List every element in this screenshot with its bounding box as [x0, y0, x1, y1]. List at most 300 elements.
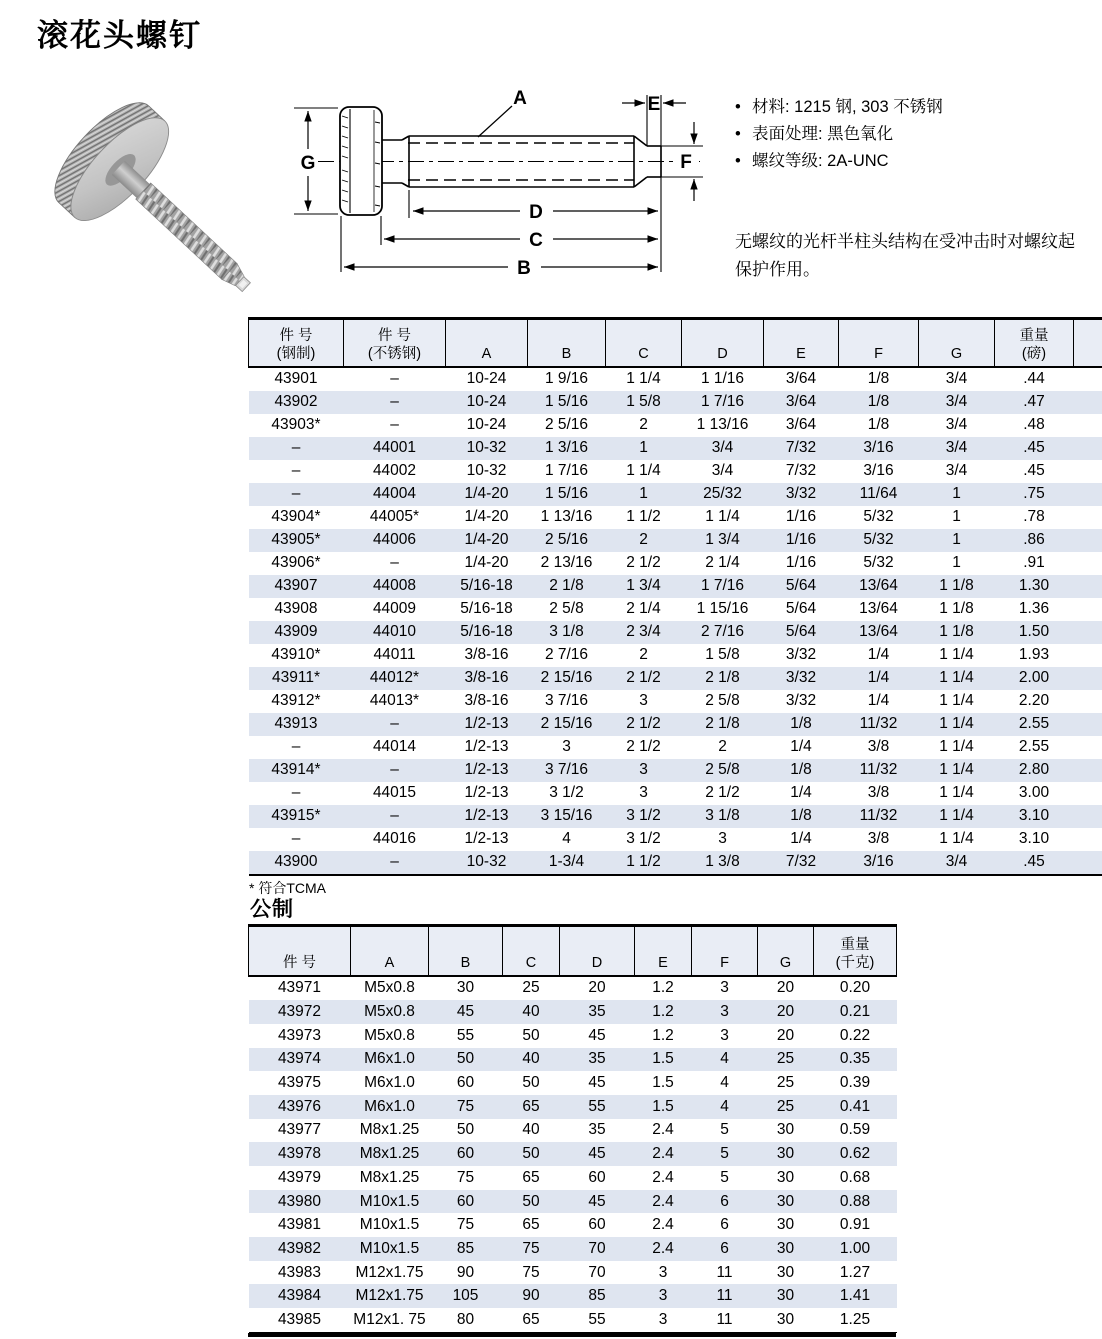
- spec-finish-text: 表面处理: 黑色氧化: [752, 125, 894, 143]
- table-cell: 3/64: [785, 416, 817, 433]
- table-cell: 1: [952, 485, 961, 502]
- table-cell: 5: [720, 1121, 729, 1139]
- table-cell: 10-32: [466, 853, 507, 870]
- table-cell: 44002: [372, 462, 417, 479]
- column-header: D: [560, 926, 635, 976]
- table-cell: 20: [776, 979, 795, 997]
- table-cell: 3/8-16: [464, 646, 509, 663]
- table-cell: 5: [720, 1145, 729, 1163]
- table-cell: 2.00: [1018, 669, 1050, 686]
- table-cell: 1: [952, 508, 961, 525]
- table-cell: 0.20: [839, 979, 871, 997]
- table-row: [249, 1142, 897, 1166]
- table-cell: 1 7/16: [544, 462, 589, 479]
- table-cell: 5/16-18: [460, 600, 513, 617]
- table-cell: 2 5/8: [705, 692, 740, 709]
- table-row: [249, 1048, 897, 1072]
- table-row: [249, 782, 1102, 805]
- table-row: [249, 828, 1102, 851]
- table-cell: 1 3/4: [705, 531, 740, 548]
- table-cell: 0.91: [839, 1216, 871, 1234]
- table-cell: 25/32: [703, 485, 742, 502]
- inch-table-header: [249, 319, 1102, 367]
- table-cell: 1/2-13: [464, 715, 509, 732]
- table-cell: 43909: [274, 623, 318, 640]
- table-cell: 1/4: [867, 646, 890, 663]
- column-header: G: [919, 319, 995, 367]
- table-cell: 70: [588, 1263, 606, 1281]
- column-header: 件 号 (钢制): [249, 319, 344, 367]
- table-cell: 2 7/16: [544, 646, 589, 663]
- table-cell: 25: [776, 1050, 795, 1068]
- table-cell: 3: [718, 830, 727, 847]
- dimension-drawing: [285, 82, 705, 292]
- table-cell: 11/32: [859, 807, 898, 824]
- table-cell: 3/4: [945, 462, 968, 479]
- table-row: [249, 598, 1102, 621]
- table-cell: 44010: [372, 623, 417, 640]
- table-cell: 2.55: [1018, 715, 1050, 732]
- table-cell: 3/16: [863, 462, 894, 479]
- column-header: D: [682, 319, 764, 367]
- table-cell: 1/8: [867, 416, 890, 433]
- table-cell: 3: [562, 738, 571, 755]
- table-cell: 30: [776, 1287, 795, 1305]
- bullet-dot: •: [735, 152, 741, 170]
- table-cell-spacer: [1074, 391, 1102, 414]
- table-cell: 0.68: [839, 1168, 871, 1186]
- table-cell: 43978: [277, 1145, 322, 1163]
- table-cell: 1 13/16: [540, 508, 593, 525]
- spec-finish: [735, 121, 1095, 148]
- dim-label-a: A: [513, 88, 527, 109]
- table-cell: 43903*: [271, 416, 321, 433]
- table-cell: 3/4: [945, 370, 968, 387]
- description-note: 无螺纹的光杆半柱头结构在受冲击时对螺纹起保护作用。: [735, 232, 1075, 279]
- column-header: G: [758, 926, 814, 976]
- table-cell: 3: [658, 1287, 668, 1305]
- table-cell: 65: [522, 1216, 540, 1234]
- table-cell: 3/32: [785, 646, 817, 663]
- table-cell: 1/4-20: [464, 531, 509, 548]
- table-cell: 7/32: [785, 853, 817, 870]
- table-cell: –: [291, 784, 301, 801]
- table-cell: .44: [1023, 370, 1045, 387]
- table-cell: 1.5: [652, 1050, 674, 1068]
- table-cell: 1 1/4: [626, 462, 661, 479]
- table-cell: 1.5: [652, 1097, 674, 1115]
- spec-bullets: [735, 94, 1095, 175]
- dim-label-d: D: [529, 202, 543, 223]
- table-cell: 3: [639, 692, 648, 709]
- table-row: [249, 759, 1102, 782]
- table-cell: 1 1/4: [939, 738, 974, 755]
- table-cell: 45: [456, 1003, 475, 1021]
- table-cell: –: [390, 761, 399, 778]
- table-cell: 50: [456, 1050, 475, 1068]
- table-cell: 10-32: [466, 439, 507, 456]
- table-cell: M10x1.5: [359, 1216, 420, 1234]
- table-row: [249, 367, 1102, 391]
- table-cell: 43906*: [271, 554, 321, 571]
- table-cell: 43977: [277, 1121, 322, 1139]
- table-row: [249, 1237, 897, 1261]
- table-cell: 1 5/8: [626, 393, 661, 410]
- table-cell: 1/16: [785, 508, 817, 525]
- table-cell: 1.36: [1018, 600, 1050, 617]
- table-cell: 1 5/16: [544, 485, 589, 502]
- table-cell: 11: [716, 1310, 733, 1328]
- table-cell: –: [390, 715, 399, 732]
- table-cell-spacer: [1074, 621, 1102, 644]
- table-cell: 1/2-13: [464, 761, 509, 778]
- table-cell: 85: [588, 1287, 606, 1305]
- table-cell: 1/8: [790, 715, 812, 732]
- table-cell: 2 1/2: [626, 738, 661, 755]
- table-cell: 2 1/2: [626, 554, 661, 571]
- table-cell: 43900: [274, 853, 318, 870]
- table-cell: 2 7/16: [700, 623, 745, 640]
- table-cell: M5x0.8: [364, 979, 415, 997]
- table-cell: 2 3/4: [626, 623, 661, 640]
- table-cell: 1 1/8: [939, 577, 974, 594]
- column-header: 重量 (千克): [814, 926, 897, 976]
- table-cell: 1.2: [652, 1003, 674, 1021]
- table-cell: 7/32: [785, 439, 817, 456]
- table-cell-spacer: [1074, 483, 1102, 506]
- table-cell: 1 1/4: [939, 692, 974, 709]
- table-cell: 75: [456, 1216, 475, 1234]
- table-cell: 75: [522, 1263, 540, 1281]
- table-cell: 1.2: [652, 979, 674, 997]
- inch-table-body: [249, 367, 1102, 875]
- table-cell: 3/32: [785, 485, 817, 502]
- table-cell: 44011: [373, 646, 416, 663]
- table-cell: 55: [588, 1310, 606, 1328]
- table-cell: 3.00: [1018, 784, 1050, 801]
- table-cell: .45: [1023, 439, 1045, 456]
- table-row: [249, 414, 1102, 437]
- table-cell: 3/32: [785, 669, 817, 686]
- table-row: [249, 391, 1102, 414]
- table-cell: 3: [720, 979, 729, 997]
- spec-thread-class-text: 螺纹等级: 2A-UNC: [752, 152, 889, 170]
- table-cell: 1 1/2: [626, 508, 661, 525]
- table-cell: 60: [588, 1216, 606, 1234]
- table-row: [249, 621, 1102, 644]
- table-cell-spacer: [1074, 598, 1102, 621]
- table-cell: M8x1.25: [359, 1121, 420, 1139]
- table-cell: –: [390, 807, 399, 824]
- table-cell: 3 1/2: [626, 830, 661, 847]
- spec-material-text: 材料: 1215 钢, 303 不锈钢: [752, 98, 943, 116]
- table-cell: 43908: [274, 600, 318, 617]
- table-cell: 50: [522, 1026, 540, 1044]
- table-cell: 45: [588, 1026, 606, 1044]
- bullet-dot: •: [735, 98, 741, 116]
- table-row: [249, 713, 1102, 736]
- table-cell: 3: [639, 761, 648, 778]
- table-cell: 75: [456, 1097, 475, 1115]
- table-cell: 1/4: [790, 738, 812, 755]
- table-cell: 3 15/16: [540, 807, 593, 824]
- table-cell: –: [291, 485, 301, 502]
- table-cell: 3/4: [945, 393, 968, 410]
- dim-label-e: E: [647, 94, 661, 115]
- table-cell: 2.4: [652, 1145, 674, 1163]
- table-cell: 25: [522, 979, 540, 997]
- table-cell: 1/4-20: [464, 554, 509, 571]
- table-cell: –: [390, 853, 399, 870]
- table-cell: 3 1/8: [549, 623, 584, 640]
- table-cell: 2 1/2: [705, 784, 740, 801]
- table-cell: 50: [522, 1074, 540, 1092]
- table-cell: 30: [776, 1263, 795, 1281]
- table-cell: .48: [1023, 416, 1045, 433]
- table-row: [249, 437, 1102, 460]
- table-row: [249, 1190, 897, 1214]
- table-cell: 1 1/4: [939, 646, 974, 663]
- table-cell: 1: [639, 439, 648, 456]
- metric-table-body: [249, 976, 897, 1333]
- table-cell: 3: [720, 1026, 729, 1044]
- table-cell: 30: [776, 1145, 795, 1163]
- table-cell: –: [390, 416, 399, 433]
- table-cell-spacer: [1074, 828, 1102, 851]
- table-row: [249, 552, 1102, 575]
- table-cell: 65: [522, 1097, 540, 1115]
- table-cell: 1.93: [1018, 646, 1050, 663]
- table-cell: 1/2-13: [464, 738, 509, 755]
- table-cell: 1 1/2: [626, 853, 661, 870]
- table-cell: 3 1/8: [705, 807, 740, 824]
- metric-section-heading: 公制: [250, 898, 294, 921]
- table-cell: 55: [456, 1026, 475, 1044]
- table-cell: M6x1.0: [364, 1097, 415, 1115]
- table-cell: 44005*: [369, 508, 420, 525]
- table-cell: 44015: [372, 784, 417, 801]
- table-cell: 3/8: [867, 784, 890, 801]
- table-cell: 30: [776, 1239, 795, 1257]
- table-cell: 3: [658, 1310, 668, 1328]
- column-header: A: [351, 926, 429, 976]
- table-cell: 43984: [277, 1287, 322, 1305]
- table-cell: 35: [588, 1121, 606, 1139]
- table-cell: 85: [456, 1239, 475, 1257]
- table-row: [249, 1308, 897, 1332]
- table-cell: –: [390, 370, 399, 387]
- table-cell: 1 1/4: [939, 807, 974, 824]
- column-header: E: [635, 926, 692, 976]
- table-cell: 43983: [277, 1263, 322, 1281]
- table-cell: 30: [776, 1168, 795, 1186]
- table-cell: 13/64: [859, 600, 898, 617]
- table-row: [249, 1000, 897, 1024]
- table-cell-spacer: [1074, 552, 1102, 575]
- table-cell: 2 1/2: [626, 669, 661, 686]
- column-header: C: [503, 926, 560, 976]
- table-cell: 2 5/8: [549, 600, 584, 617]
- table-cell: 20: [776, 1026, 795, 1044]
- table-cell: 4: [720, 1050, 729, 1068]
- table-cell: 2.4: [652, 1168, 674, 1186]
- table-cell: 1/8: [790, 807, 812, 824]
- table-cell: –: [390, 393, 399, 410]
- table-row: [249, 736, 1102, 759]
- table-cell-spacer: [1074, 460, 1102, 483]
- table-cell-spacer: [1074, 690, 1102, 713]
- page-title: 滚花头螺钉: [37, 18, 202, 53]
- table-cell: 11: [716, 1287, 733, 1305]
- table-cell: 2 1/8: [705, 669, 740, 686]
- table-cell: 1/8: [790, 761, 812, 778]
- table-cell: 2 1/4: [626, 600, 661, 617]
- column-header: C: [606, 319, 682, 367]
- metric-table-bottom-rule: [248, 1333, 896, 1337]
- tcma-footnote: * 符合TCMA: [249, 880, 326, 896]
- column-header: B: [528, 319, 606, 367]
- table-cell: 44016: [372, 830, 417, 847]
- table-row: [249, 851, 1102, 875]
- table-cell-spacer: [1074, 851, 1102, 875]
- table-cell: 44004: [372, 485, 417, 502]
- table-cell: 3 7/16: [544, 692, 589, 709]
- table-cell: 43911*: [272, 669, 320, 686]
- table-cell: 1.2: [652, 1026, 674, 1044]
- table-cell: M12x1. 75: [353, 1310, 426, 1328]
- table-cell: 65: [522, 1168, 540, 1186]
- table-cell: 43902: [274, 393, 318, 410]
- table-cell: 1/8: [867, 393, 890, 410]
- table-row: [249, 1166, 897, 1190]
- table-cell: 43907: [274, 577, 318, 594]
- table-cell: 2: [718, 738, 727, 755]
- table-cell: 10-24: [466, 393, 507, 410]
- metric-size-table: [248, 924, 897, 1333]
- table-cell: 30: [456, 979, 475, 997]
- table-cell: 60: [456, 1192, 475, 1210]
- table-cell: 0.59: [839, 1121, 871, 1139]
- table-cell: 44013*: [369, 692, 420, 709]
- knurled-thumb-screw-photo: [25, 85, 305, 320]
- table-cell: –: [291, 738, 301, 755]
- table-row: [249, 1119, 897, 1143]
- table-cell: 43982: [277, 1239, 322, 1257]
- table-cell: 1-3/4: [548, 853, 585, 870]
- table-cell: 1/2-13: [464, 807, 509, 824]
- table-cell: –: [291, 439, 301, 456]
- dim-label-g: G: [300, 153, 316, 174]
- table-row: [249, 1071, 897, 1095]
- table-cell: 43910*: [271, 646, 321, 663]
- table-cell: 2: [639, 531, 648, 548]
- table-cell: 3/64: [785, 370, 817, 387]
- table-cell: 2 15/16: [540, 715, 593, 732]
- table-cell: 3 1/2: [549, 784, 584, 801]
- table-cell: 1 3/16: [544, 439, 589, 456]
- table-cell-spacer: [1074, 575, 1102, 598]
- table-cell: 2: [639, 646, 648, 663]
- table-cell: 1.27: [839, 1263, 871, 1281]
- table-cell: 2 5/16: [544, 416, 589, 433]
- table-cell: 3/4: [945, 439, 968, 456]
- table-cell: 3: [720, 1003, 729, 1021]
- table-cell-spacer: [1074, 713, 1102, 736]
- table-cell: 1 3/8: [705, 853, 740, 870]
- table-cell: 1: [952, 554, 961, 571]
- table-row: [249, 1261, 897, 1285]
- table-cell: 70: [588, 1239, 606, 1257]
- table-cell: 55: [588, 1097, 606, 1115]
- inch-size-table: [248, 317, 1102, 876]
- table-cell: 43975: [277, 1074, 322, 1092]
- table-cell: 60: [456, 1074, 475, 1092]
- table-cell: 3/4: [711, 462, 734, 479]
- table-cell-spacer: [1074, 759, 1102, 782]
- table-cell: 1: [639, 485, 648, 502]
- table-cell: 65: [522, 1310, 540, 1328]
- table-cell: 0.39: [839, 1074, 871, 1092]
- column-header: 件 号: [249, 926, 351, 976]
- table-row: [249, 575, 1102, 598]
- table-cell: .78: [1023, 508, 1045, 525]
- table-row: [249, 1024, 897, 1048]
- table-cell: 1/2-13: [464, 784, 509, 801]
- table-cell: 43985: [277, 1310, 322, 1328]
- table-cell: 43981: [277, 1216, 322, 1234]
- dim-label-b: B: [517, 258, 531, 279]
- table-cell: 40: [522, 1050, 540, 1068]
- table-cell: 3/16: [863, 439, 894, 456]
- table-cell: 1/4: [867, 669, 890, 686]
- column-header: A: [446, 319, 528, 367]
- table-cell: 6: [720, 1239, 729, 1257]
- table-cell: M10x1.5: [359, 1192, 420, 1210]
- threaded-shaft: [136, 183, 237, 280]
- table-cell: 35: [588, 1003, 606, 1021]
- table-cell: 1 9/16: [544, 370, 589, 387]
- table-cell: 50: [522, 1145, 540, 1163]
- table-cell: 1 1/8: [939, 623, 974, 640]
- table-cell: 2 1/2: [626, 715, 661, 732]
- table-cell: 2 13/16: [540, 554, 593, 571]
- table-cell: 2 5/8: [705, 761, 740, 778]
- table-cell: 3/4: [711, 439, 734, 456]
- table-cell: 35: [588, 1050, 606, 1068]
- table-cell: 0.35: [839, 1050, 871, 1068]
- table-cell: 11/32: [859, 761, 898, 778]
- column-header: 件 号 (不锈钢): [344, 319, 446, 367]
- metric-table-header: [249, 926, 897, 976]
- table-cell: 1.41: [839, 1287, 871, 1305]
- table-cell-spacer: [1074, 529, 1102, 552]
- table-cell: 5/64: [785, 600, 817, 617]
- table-cell: 10-32: [466, 462, 507, 479]
- table-cell: 1.5: [652, 1074, 674, 1092]
- spec-material: [735, 94, 1095, 121]
- table-row: [249, 460, 1102, 483]
- dimension-diagram: [285, 82, 705, 292]
- table-cell: 2.4: [652, 1121, 674, 1139]
- table-cell: 2 15/16: [540, 669, 593, 686]
- table-cell: .47: [1023, 393, 1045, 410]
- table-cell: 43974: [277, 1050, 322, 1068]
- table-cell: 11/64: [859, 485, 898, 502]
- table-row: [249, 1095, 897, 1119]
- table-cell: .86: [1023, 531, 1045, 548]
- table-cell: 44001: [372, 439, 417, 456]
- table-cell: 0.41: [839, 1097, 871, 1115]
